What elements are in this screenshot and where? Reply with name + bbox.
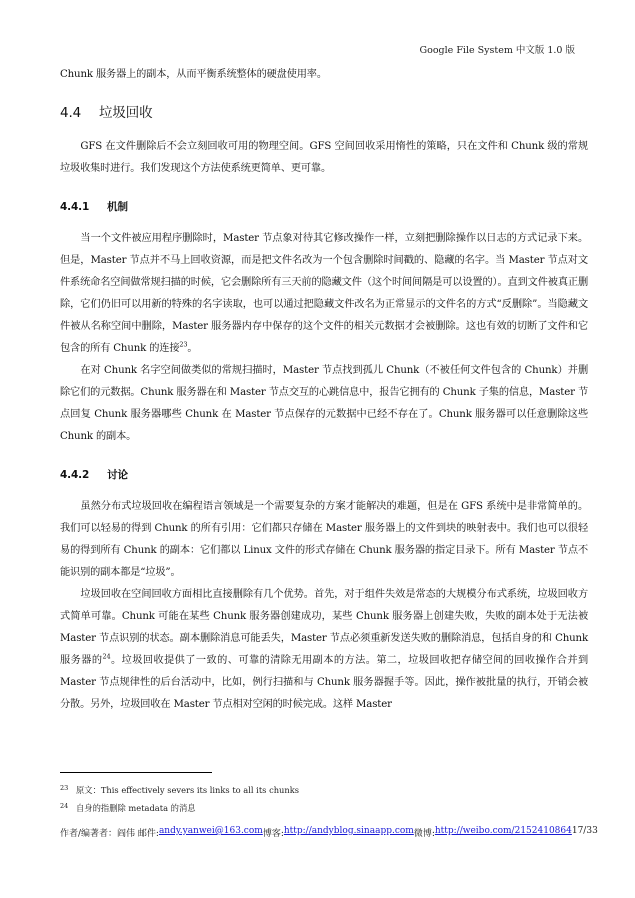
paragraph-discussion-2 xyxy=(60,584,588,716)
footnote-24 xyxy=(60,799,588,817)
footnote-text: 原文：This effectively severs its links to all its chunks xyxy=(76,785,300,795)
paragraph-continued: Chunk 服务器上的副本，从而平衡系统整体的硬盘使用率。 xyxy=(60,69,327,80)
footnote-ref-24[interactable]: 24 xyxy=(102,652,111,661)
paragraph-text: 当一个文件被应用程序删除时，Master 节点象对待其它修改操作一样，立刻把删除操作以日志的方式记录下来。但是，Master 节点并不马上回收资源，而是把文件名改为一个包含删除时间戳的、隐藏的名字。当 Master 节点对文件系统命名空间做常规扫描的时候，它会删除所有三天前的隐藏文件（这个时间间隔是可以设置的）。直到文件被真正删除，它们仍旧可以用新的特殊的名字读取，也可以通过把隐藏文件改名为正常显示的文件名的方式“反删除”。当隐藏文件被从名称空间中删除，Master 服务器内存中保存的这个文件的相关元数据才会被删除。这也有效的切断了文件和它包含的所有 Chunk 的连接 xyxy=(60,233,588,354)
subsection-number: 4.4.2 xyxy=(60,469,90,481)
section-heading-4-4 xyxy=(60,102,588,124)
footnote-number: 24 xyxy=(60,802,69,810)
footnotes xyxy=(60,772,588,817)
blog-link[interactable]: http://andyblog.sinaapp.com xyxy=(283,826,414,836)
footnote-text: 自身的指删除 metadata 的消息 xyxy=(76,803,196,813)
footnote-ref-23[interactable]: 23 xyxy=(179,340,188,349)
subsection-heading-4-4-1 xyxy=(60,196,588,218)
subsection-heading-4-4-2 xyxy=(60,464,588,486)
footnote-23 xyxy=(60,781,588,799)
weibo-link[interactable]: http://weibo.com/2152410864 xyxy=(434,826,572,836)
page-footer xyxy=(60,826,598,839)
email-link[interactable]: andy.yanwei@163.com xyxy=(158,826,263,836)
main-content xyxy=(60,64,588,716)
running-header: Google File System 中文版 1.0 版 xyxy=(419,45,575,56)
paragraph-discussion-1: 虽然分布式垃圾回收在编程语言领域是一个需要复杂的方案才能解决的难题，但是在 GFS 系统中是非常简单的。我们可以轻易的得到 Chunk 的所有引用：它们都只存储在 Master 服务器上的文件到块的映射表中。我们也可以很轻易的得到所有 Chunk 的副本：它们都以 Linux 文件的形式存储在 Chunk 服务器的指定目录下。所有 Master 节点不能识别的副本都是“垃圾”。 xyxy=(60,501,588,578)
subsection-title: 讨论 xyxy=(107,469,128,481)
paragraph-mechanism-2: 在对 Chunk 名字空间做类似的常规扫描时，Master 节点找到孤儿 Chunk（不被任何文件包含的 Chunk）并删除它们的元数据。Chunk 服务器在和 Master 节点交互的心跳信息中，报告它拥有的 Chunk 子集的信息，Master 节点回复 Chunk 服务器哪些 Chunk 在 Master 节点保存的元数据中已经不存在了。Chunk 服务器可以任意删除这些 Chunk 的副本。 xyxy=(60,365,588,442)
paragraph-text-end: 。 xyxy=(187,343,198,354)
subsection-title: 机制 xyxy=(107,201,128,213)
paragraph-mechanism-1 xyxy=(60,228,588,360)
section-number: 4.4 xyxy=(60,105,82,121)
page-number: 17/33 xyxy=(571,826,598,836)
footnote-number: 23 xyxy=(60,784,69,792)
paragraph-text-end: 。垃圾回收提供了一致的、可靠的清除无用副本的方法。第二，垃圾回收把存储空间的回收操作合并到 Master 节点规律性的后台活动中，比如，例行扫描和与 Chunk 服务器握手等。因此，操作被批量的执行，开销会被分散。另外，垃圾回收在 Master 节点相对空闲的时候完成。这样 Master xyxy=(60,655,588,710)
paragraph-text: 垃圾回收在空间回收方面相比直接删除有几个优势。首先，对于组件失效是常态的大规模分布式系统，垃圾回收方式简单可靠。Chunk 可能在某些 Chunk 服务器创建成功，某些 Chunk 服务器上创建失败，失败的副本处于无法被 Master 节点识别的状态。副本删除消息可能丢失，Master 节点必须重新发送失败的删除消息，包括自身的和 Chunk 服务器的 xyxy=(60,589,588,666)
paragraph-gc-intro: GFS 在文件删除后不会立刻回收可用的物理空间。GFS 空间回收采用惰性的策略，只在文件和 Chunk 级的常规垃圾收集时进行。我们发现这个方法使系统更简单、更可靠。 xyxy=(60,141,588,174)
author-label: 作者/编著者：阎伟 邮件: xyxy=(60,829,159,839)
weibo-label: 微博: xyxy=(413,829,435,839)
section-title: 垃圾回收 xyxy=(99,105,153,121)
footnote-divider xyxy=(60,772,212,773)
subsection-number: 4.4.1 xyxy=(60,201,90,213)
blog-label: 博客: xyxy=(262,829,284,839)
